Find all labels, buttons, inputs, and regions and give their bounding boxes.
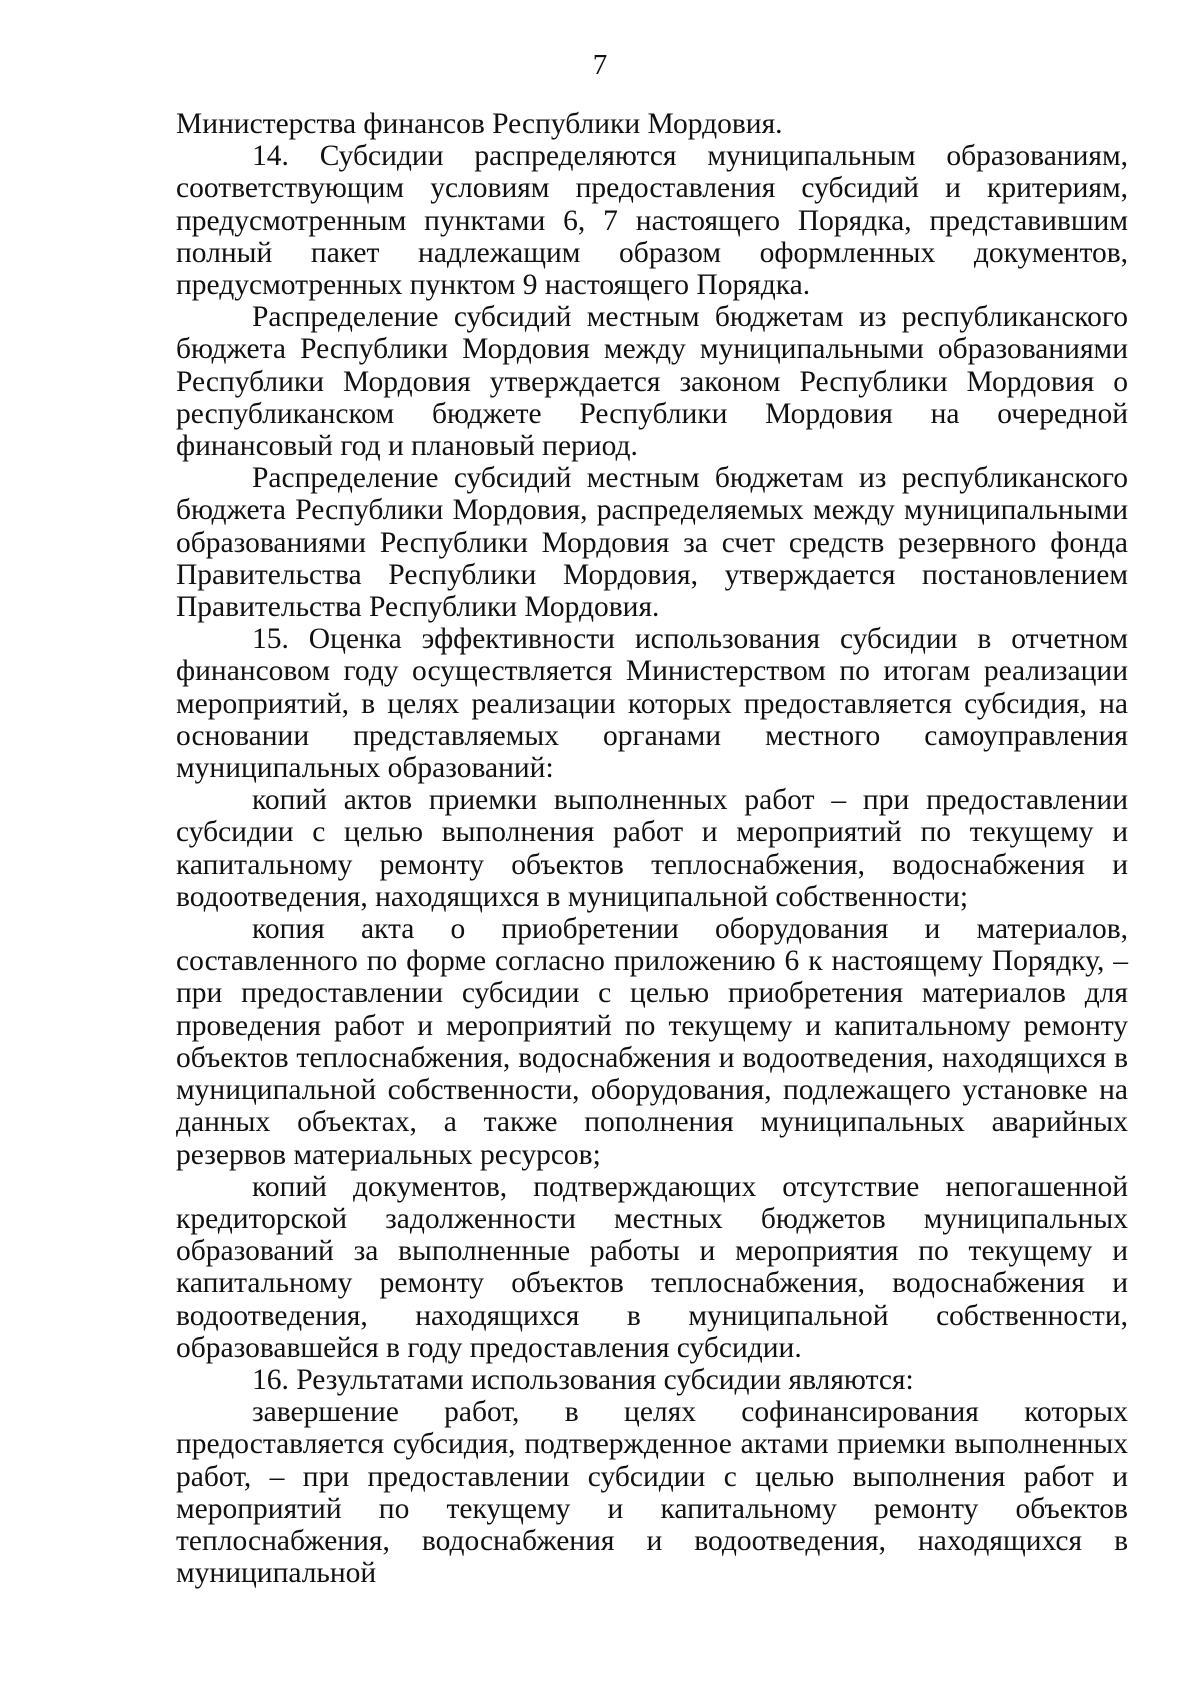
paragraph-acceptance-acts: копий актов приемки выполненных работ – при предоставлении субсидии с целью выполнения работ и мероприятий по текущему и капитальному ремонту объектов теплоснабжения, водоснабжения и водоотведения, находящихся в муниципальной собственности; xyxy=(176,784,1128,913)
paragraph-item-14: 14. Субсидии распределяются муниципальным образованиям, соответствующим условиям предоставления субсидий и критериям, предусмотренным пунктами 6, 7 настоящего Порядка, представившим полный пакет надлежащим образом оформленных документов, предусмотренных пунктом 9 настоящего Порядка. xyxy=(176,140,1128,302)
paragraph-distribution-reserve-fund: Распределение субсидий местным бюджетам из республиканского бюджета Республики Мордовия, распределяемых между муниципальными образованиями Республики Мордовия за счет средств резервного фонда Правительства Республики Мордовия, утверждается постановлением Правительства Республики Мордовия. xyxy=(176,462,1128,624)
document-body xyxy=(176,108,1128,1589)
paragraph-item-15: 15. Оценка эффективности использования субсидии в отчетном финансовом году осуществляется Министерством по итогам реализации мероприятий, в целях реализации которых предоставляется субсидия, на основании представляемых органами местного самоуправления муниципальных образований: xyxy=(176,623,1128,785)
paragraph-completion-of-works: завершение работ, в целях софинансирования которых предоставляется субсидия, подтвержденное актами приемки выполненных работ, – при предоставлении субсидии с целью выполнения работ и мероприятий по текущему и капитальному ремонту объектов теплоснабжения, водоснабжения и водоотведения, находящихся в муниципальной xyxy=(176,1396,1128,1590)
paragraph-item-16: 16. Результатами использования субсидии являются: xyxy=(252,1363,914,1396)
paragraph-debt-documents: копий документов, подтверждающих отсутствие непогашенной кредиторской задолженности местных бюджетов муниципальных образований за выполненные работы и мероприятия по текущему и капитальному ремонту объектов теплоснабжения, водоснабжения и водоотведения, находящихся в муниципальной собственности, образовавшейся в году предоставления субсидии. xyxy=(176,1170,1128,1364)
page-number: 7 xyxy=(592,49,608,81)
paragraph-equipment-act: копия акта о приобретении оборудования и материалов, составленного по форме согласно приложению 6 к настоящему Порядку, – при предоставлении субсидии с целью приобретения материалов для проведения работ и мероприятий по текущему и капитальному ремонту объектов теплоснабжения, водоснабжения и водоотведения, находящихся в муниципальной собственности, оборудования, подлежащего установке на данных объектах, а также пополнения муниципальных аварийных резервов материальных ресурсов; xyxy=(176,913,1128,1171)
paragraph-continuation: Министерства финансов Республики Мордовия. xyxy=(176,108,783,140)
paragraph-distribution-law: Распределение субсидий местным бюджетам из республиканского бюджета Республики Мордовия между муниципальными образованиями Республики Мордовия утверждается законом Республики Мордовия о республиканском бюджете Республики Мордовия на очередной финансовый год и плановый период. xyxy=(176,301,1128,463)
